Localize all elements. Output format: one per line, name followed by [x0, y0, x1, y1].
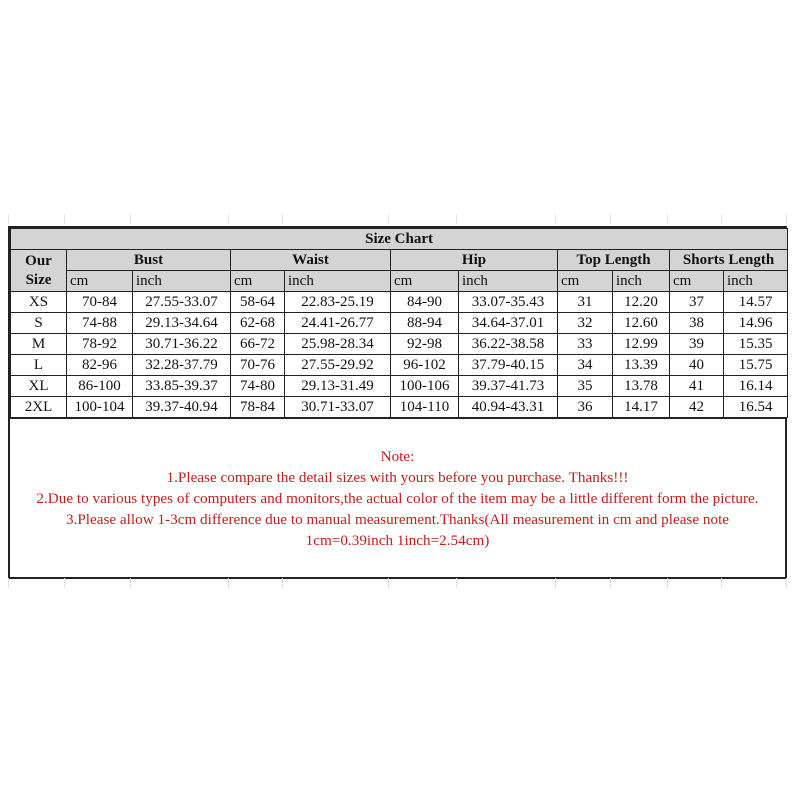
- group-header-waist: Waist: [231, 250, 391, 271]
- cell-bust-cm: 100-104: [67, 397, 133, 418]
- cell-bust-cm: 82-96: [67, 355, 133, 376]
- group-header-bust: Bust: [67, 250, 231, 271]
- size-column-header: [11, 250, 67, 292]
- cell-bust-cm: 70-84: [67, 292, 133, 313]
- cell-size: XS: [11, 292, 67, 313]
- cell-shorts-cm: 42: [670, 397, 724, 418]
- spreadsheet-gridlines-bottom: [8, 578, 787, 586]
- cell-top-cm: 31: [558, 292, 613, 313]
- cell-top-inch: 12.20: [613, 292, 670, 313]
- cell-top-inch: 14.17: [613, 397, 670, 418]
- cell-shorts-cm: 38: [670, 313, 724, 334]
- group-header-shorts-length: Shorts Length: [670, 250, 788, 271]
- cell-hip-cm: 104-110: [391, 397, 459, 418]
- group-header-top-length: Top Length: [558, 250, 670, 271]
- cell-waist-cm: 66-72: [231, 334, 285, 355]
- cell-bust-inch: 33.85-39.37: [133, 376, 231, 397]
- unit-header-shorts-cm: cm: [670, 271, 724, 292]
- cell-shorts-inch: 16.54: [724, 397, 788, 418]
- cell-waist-inch: 22.83-25.19: [285, 292, 391, 313]
- cell-waist-inch: 30.71-33.07: [285, 397, 391, 418]
- cell-bust-inch: 39.37-40.94: [133, 397, 231, 418]
- table-row: [11, 355, 788, 376]
- cell-bust-cm: 78-92: [67, 334, 133, 355]
- cell-waist-inch: 24.41-26.77: [285, 313, 391, 334]
- size-header-line1: Our: [25, 252, 52, 269]
- group-header-hip: Hip: [391, 250, 558, 271]
- unit-header-waist-inch: inch: [285, 271, 391, 292]
- cell-shorts-inch: 16.14: [724, 376, 788, 397]
- cell-bust-inch: 32.28-37.79: [133, 355, 231, 376]
- spreadsheet-gridlines-top: [8, 214, 787, 224]
- unit-header-bust-cm: cm: [67, 271, 133, 292]
- size-chart-table: [10, 228, 788, 418]
- cell-top-cm: 36: [558, 397, 613, 418]
- cell-bust-inch: 27.55-33.07: [133, 292, 231, 313]
- cell-waist-cm: 74-80: [231, 376, 285, 397]
- cell-waist-cm: 58-64: [231, 292, 285, 313]
- note-line-1: 1.Please compare the detail sizes with yours before you purchase. Thanks!!!: [166, 469, 629, 486]
- cell-hip-cm: 92-98: [391, 334, 459, 355]
- cell-top-inch: 13.78: [613, 376, 670, 397]
- note-line-3: 3.Please allow 1-3cm difference due to manual measurement.Thanks(All measurement in cm and please note: [65, 511, 730, 528]
- unit-header-hip-cm: cm: [391, 271, 459, 292]
- cell-hip-inch: 36.22-38.58: [459, 334, 558, 355]
- cell-size: S: [11, 313, 67, 334]
- cell-shorts-inch: 14.57: [724, 292, 788, 313]
- unit-header-bust-inch: inch: [133, 271, 231, 292]
- cell-top-cm: 32: [558, 313, 613, 334]
- cell-hip-cm: 84-90: [391, 292, 459, 313]
- cell-waist-cm: 78-84: [231, 397, 285, 418]
- cell-top-inch: 13.39: [613, 355, 670, 376]
- cell-bust-cm: 74-88: [67, 313, 133, 334]
- cell-shorts-cm: 37: [670, 292, 724, 313]
- cell-waist-inch: 25.98-28.34: [285, 334, 391, 355]
- size-header-line2: Size: [25, 271, 52, 288]
- cell-hip-cm: 96-102: [391, 355, 459, 376]
- cell-hip-inch: 34.64-37.01: [459, 313, 558, 334]
- cell-size: L: [11, 355, 67, 376]
- cell-top-cm: 33: [558, 334, 613, 355]
- cell-waist-cm: 70-76: [231, 355, 285, 376]
- note-heading: Note:: [380, 448, 415, 465]
- unit-header-top-inch: inch: [613, 271, 670, 292]
- cell-waist-inch: 29.13-31.49: [285, 376, 391, 397]
- cell-hip-cm: 100-106: [391, 376, 459, 397]
- unit-header-shorts-inch: inch: [724, 271, 788, 292]
- cell-shorts-cm: 40: [670, 355, 724, 376]
- cell-hip-inch: 37.79-40.15: [459, 355, 558, 376]
- table-row: [11, 334, 788, 355]
- unit-header-waist-cm: cm: [231, 271, 285, 292]
- cell-hip-inch: 33.07-35.43: [459, 292, 558, 313]
- cell-waist-inch: 27.55-29.92: [285, 355, 391, 376]
- cell-size: M: [11, 334, 67, 355]
- table-row: [11, 376, 788, 397]
- size-chart-sheet: [8, 226, 787, 579]
- cell-size: XL: [11, 376, 67, 397]
- cell-top-inch: 12.60: [613, 313, 670, 334]
- cell-shorts-inch: 15.75: [724, 355, 788, 376]
- cell-waist-cm: 62-68: [231, 313, 285, 334]
- unit-header-top-cm: cm: [558, 271, 613, 292]
- cell-bust-inch: 30.71-36.22: [133, 334, 231, 355]
- cell-top-cm: 34: [558, 355, 613, 376]
- cell-shorts-cm: 39: [670, 334, 724, 355]
- table-title: Size Chart: [11, 229, 788, 250]
- cell-shorts-inch: 15.35: [724, 334, 788, 355]
- note-section: [10, 418, 785, 577]
- cell-hip-inch: 39.37-41.73: [459, 376, 558, 397]
- table-row: [11, 292, 788, 313]
- table-row: [11, 397, 788, 418]
- cell-top-inch: 12.99: [613, 334, 670, 355]
- cell-top-cm: 35: [558, 376, 613, 397]
- cell-hip-cm: 88-94: [391, 313, 459, 334]
- cell-shorts-inch: 14.96: [724, 313, 788, 334]
- note-line-2: 2.Due to various types of computers and monitors,the actual color of the item may be a little different form the picture.: [36, 490, 759, 507]
- note-line-4: 1cm=0.39inch 1inch=2.54cm): [305, 532, 490, 549]
- cell-hip-inch: 40.94-43.31: [459, 397, 558, 418]
- cell-bust-cm: 86-100: [67, 376, 133, 397]
- unit-header-hip-inch: inch: [459, 271, 558, 292]
- table-row: [11, 313, 788, 334]
- cell-size: 2XL: [11, 397, 67, 418]
- cell-bust-inch: 29.13-34.64: [133, 313, 231, 334]
- cell-shorts-cm: 41: [670, 376, 724, 397]
